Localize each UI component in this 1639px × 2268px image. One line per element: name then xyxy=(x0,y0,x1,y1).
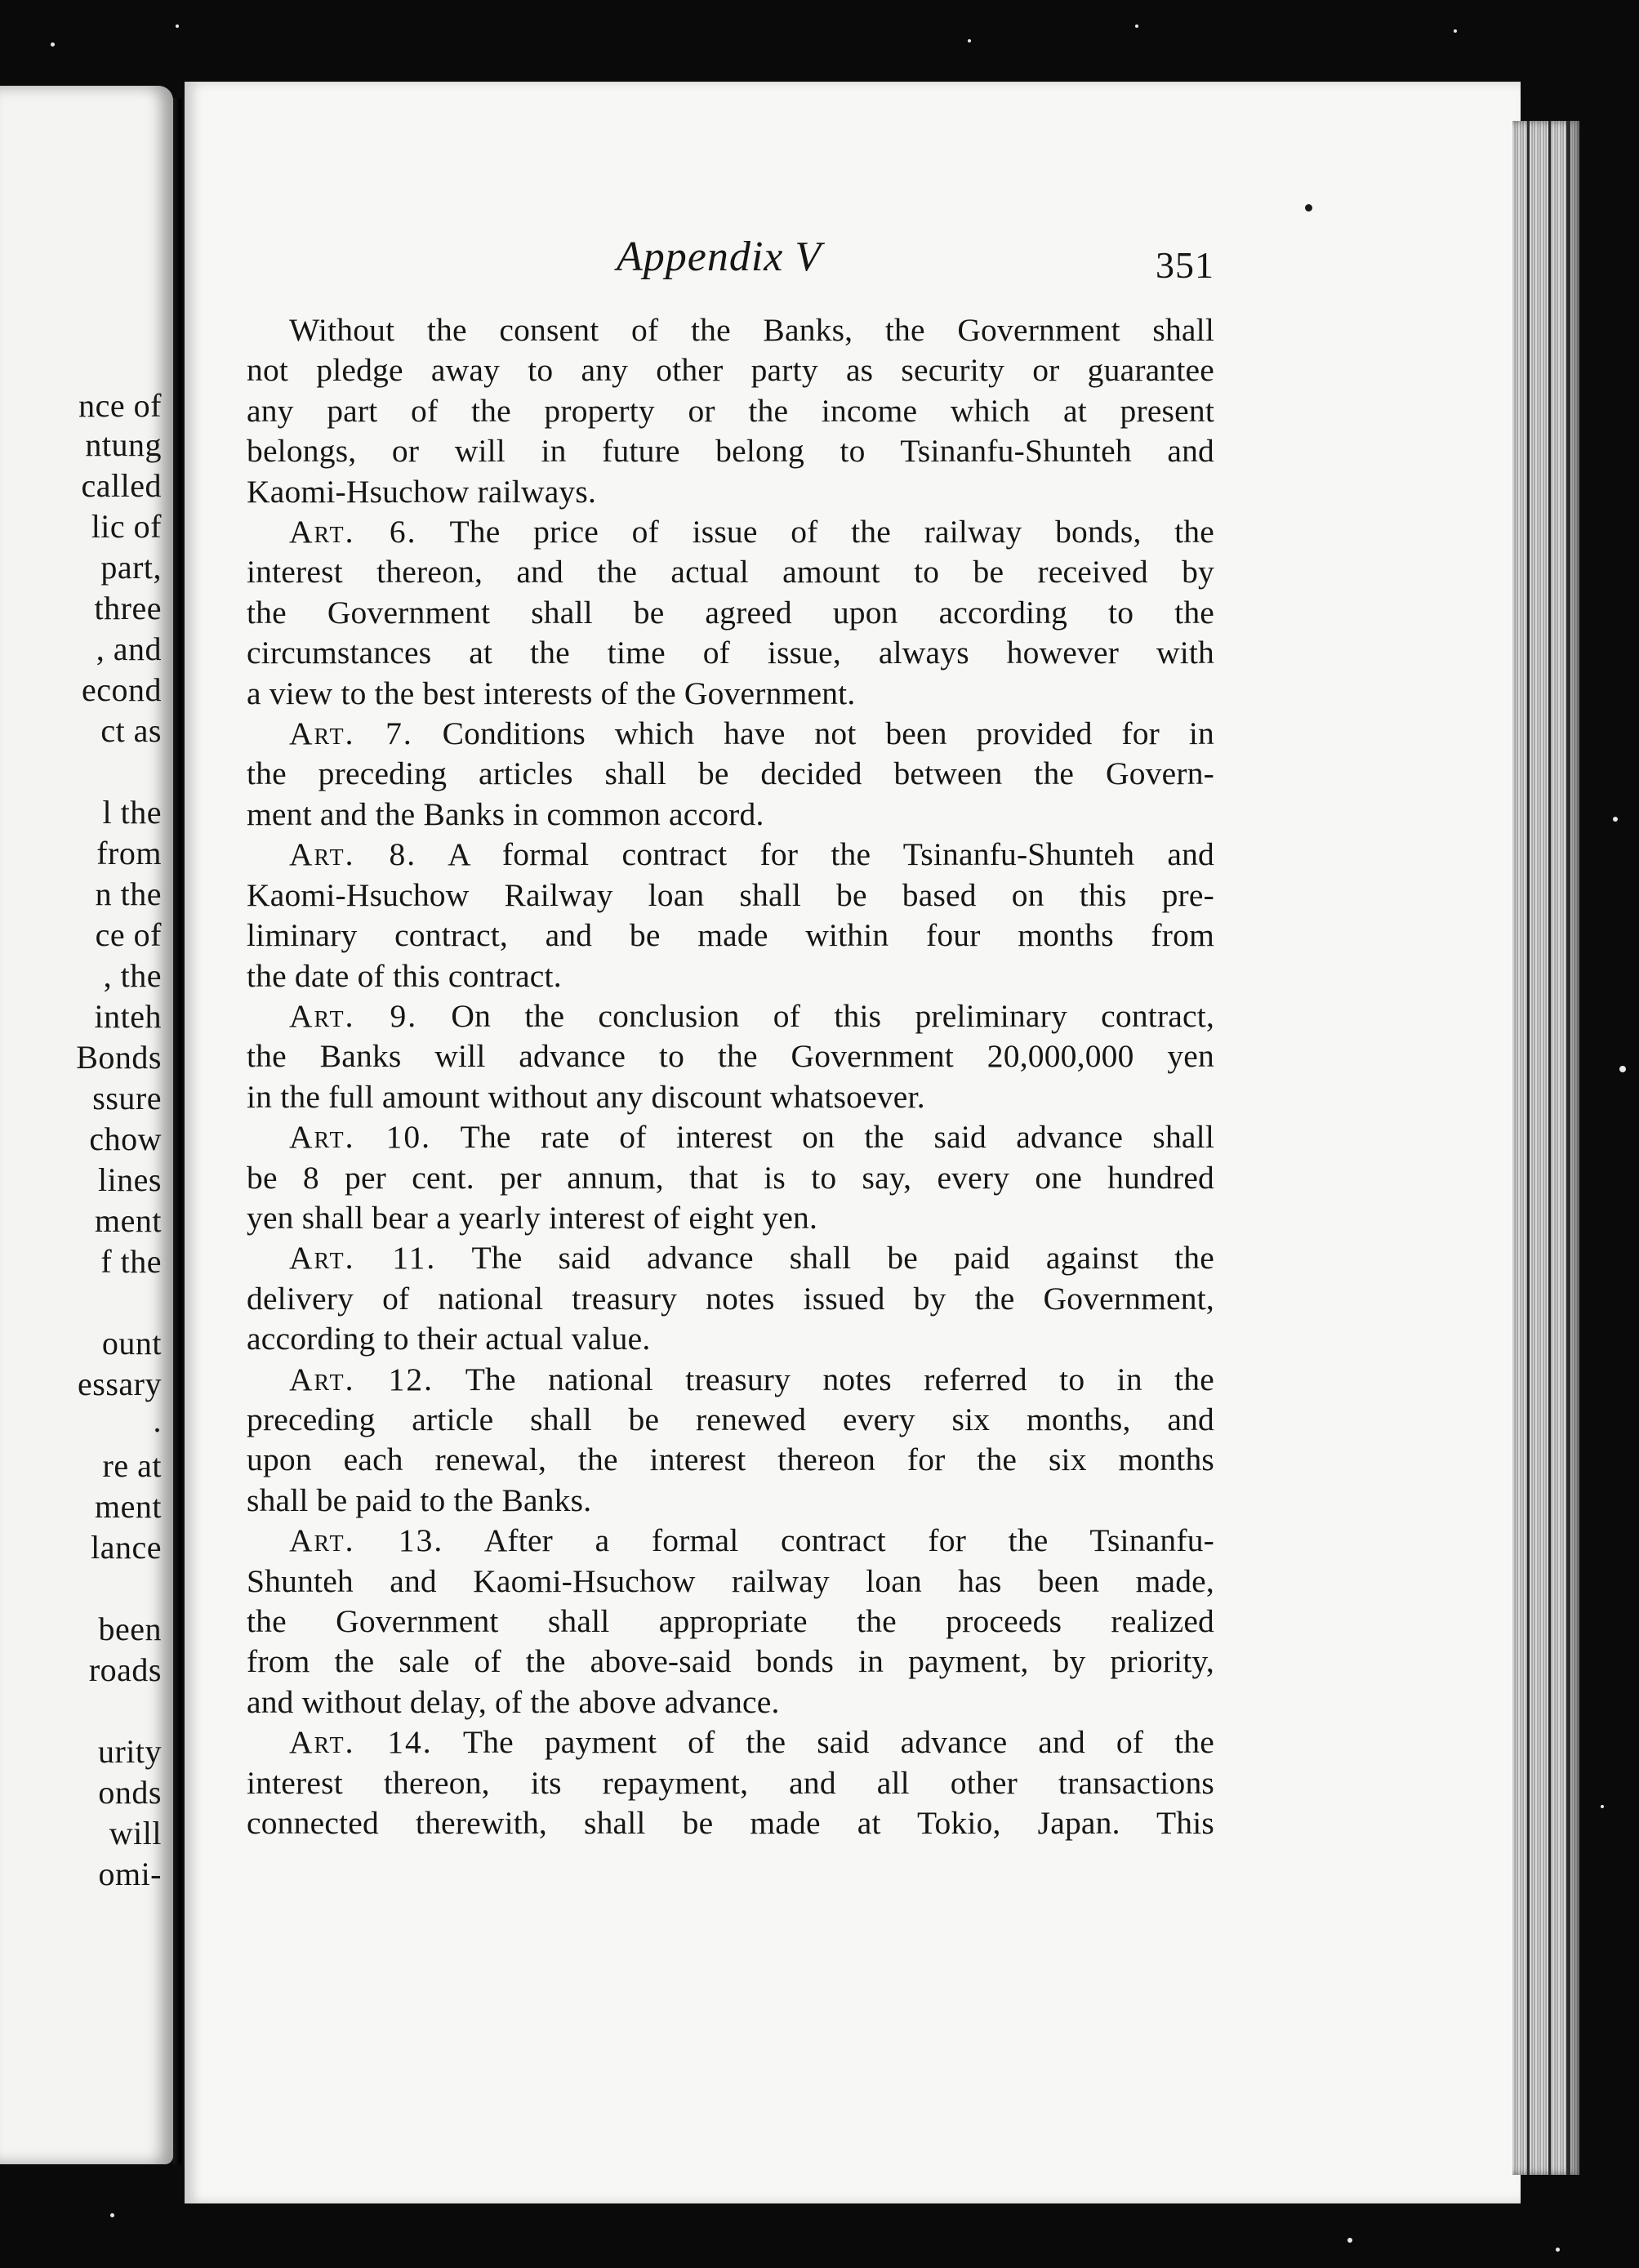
body-line xyxy=(247,1722,1214,1762)
facing-page-line: urity xyxy=(97,1733,162,1770)
body-line xyxy=(247,1036,1214,1076)
body-line xyxy=(247,1198,1214,1238)
scan-speck xyxy=(1619,1066,1626,1072)
body-line-text: and without delay, of the above advance. xyxy=(247,1683,780,1720)
body-line-text: not pledge away to any other party as security or guarantee xyxy=(247,352,1214,389)
ink-mark xyxy=(1305,204,1312,212)
article-label: Art. 14. xyxy=(289,1724,433,1761)
facing-page-line: econd xyxy=(81,671,162,708)
body-line-text: shall be paid to the Banks. xyxy=(247,1482,592,1518)
scan-speck xyxy=(968,39,971,42)
body-line-text: After a formal contract for the Tsinanfu- xyxy=(483,1522,1214,1559)
article-label: Art. 8. xyxy=(289,836,417,873)
facing-page-line: will xyxy=(109,1815,162,1851)
body-line-text: a view to the best interests of the Government. xyxy=(247,675,856,711)
page-body-text xyxy=(247,310,1214,1843)
article-label: Art. 13. xyxy=(289,1522,444,1559)
facing-page-line: called xyxy=(81,467,162,504)
scan-speck xyxy=(1454,29,1457,33)
body-line xyxy=(247,876,1214,916)
facing-page-line: ment xyxy=(95,1202,162,1239)
body-line xyxy=(247,1521,1214,1561)
body-line xyxy=(247,835,1214,875)
body-line-text: liminary contract, and be made within four months from xyxy=(247,917,1214,954)
body-line-text: the date of this contract. xyxy=(247,957,562,994)
body-line-text: Without the consent of the Banks, the Government shall xyxy=(289,312,1214,348)
page-edge-shadow xyxy=(1548,121,1551,2175)
page-edge-shadow xyxy=(1566,121,1570,2175)
body-line-text: connected therewith, shall be made at Tokio, Japan. This xyxy=(247,1805,1214,1842)
body-line-text: Shunteh and Kaomi-Hsuchow railway loan has been made, xyxy=(247,1562,1214,1599)
body-line xyxy=(247,1238,1214,1278)
scan-speck xyxy=(1135,25,1138,28)
facing-page-line: , the xyxy=(103,957,162,994)
article-label: Art. 9. xyxy=(289,997,418,1034)
facing-page-line: n the xyxy=(95,876,162,912)
facing-page-line: three xyxy=(94,590,162,626)
scan-speck xyxy=(1556,2248,1560,2252)
facing-page-line: part, xyxy=(100,549,162,586)
facing-page-line: onds xyxy=(98,1774,162,1811)
body-line-text: interest thereon, its repayment, and all other transactions xyxy=(247,1764,1214,1801)
facing-page-line: l the xyxy=(102,794,162,831)
body-line xyxy=(247,754,1214,794)
facing-page-line: lines xyxy=(97,1161,162,1198)
body-line xyxy=(247,714,1214,754)
body-line-text: belongs, or will in future belong to Tsinanfu-Shunteh and xyxy=(247,433,1214,470)
body-line xyxy=(247,1400,1214,1440)
facing-page-line: Bonds xyxy=(76,1039,162,1076)
body-line-text: from the sale of the above-said bonds in payment, by priority, xyxy=(247,1643,1214,1680)
body-line-text: ment and the Banks in common accord. xyxy=(247,795,764,832)
facing-page-line: lic of xyxy=(91,508,162,545)
facing-page-line: , and xyxy=(96,630,162,667)
scan-speck xyxy=(176,25,179,28)
body-line-text: upon each renewal, the interest thereon for the six months xyxy=(247,1441,1214,1478)
body-line-text: Kaomi-Hsuchow railways. xyxy=(247,473,597,510)
body-line-text: On the conclusion of this preliminary contract, xyxy=(451,997,1214,1034)
body-line xyxy=(247,1319,1214,1359)
facing-page-line: been xyxy=(98,1611,162,1647)
facing-page-line: re at xyxy=(102,1447,162,1484)
body-line xyxy=(247,1158,1214,1198)
body-line xyxy=(247,674,1214,714)
body-line xyxy=(247,1562,1214,1602)
body-line xyxy=(247,1077,1214,1117)
body-line xyxy=(247,552,1214,592)
page-number: 351 xyxy=(1156,244,1214,286)
body-line xyxy=(247,310,1214,350)
facing-page-line: omi- xyxy=(98,1856,162,1892)
book-gutter xyxy=(173,98,185,2164)
page-edge-stack xyxy=(1512,121,1579,2175)
facing-page-line: ntung xyxy=(85,426,162,463)
body-line xyxy=(247,350,1214,390)
body-line-text: preceding article shall be renewed every six months, and xyxy=(247,1401,1214,1437)
scan-speck xyxy=(1613,817,1618,822)
facing-page-line: ount xyxy=(101,1325,162,1361)
scan-speck xyxy=(110,2213,114,2217)
body-line xyxy=(247,472,1214,512)
body-line-text: The payment of the said advance and of the xyxy=(462,1724,1214,1761)
body-line-text: Kaomi-Hsuchow Railway loan shall be based on this pre- xyxy=(247,876,1214,913)
body-line xyxy=(247,593,1214,633)
body-line xyxy=(247,633,1214,673)
article-label: Art. 6. xyxy=(289,514,417,550)
body-line-text: yen shall bear a yearly interest of eight yen. xyxy=(247,1199,818,1236)
body-line xyxy=(247,996,1214,1036)
article-label: Art. 12. xyxy=(289,1361,434,1397)
body-line xyxy=(247,1803,1214,1843)
scan-speck xyxy=(51,42,55,47)
body-line-text: be 8 per cent. per annum, that is to say, every one hundred xyxy=(247,1159,1214,1196)
facing-page-line: from xyxy=(96,835,162,871)
facing-page-line: inteh xyxy=(94,998,162,1035)
body-line xyxy=(247,956,1214,996)
body-line xyxy=(247,1682,1214,1722)
body-line xyxy=(247,512,1214,552)
page-edge-shadow xyxy=(1527,121,1530,2175)
article-label: Art. 11. xyxy=(289,1240,437,1277)
body-line-text: interest thereon, and the actual amount to be received by xyxy=(247,554,1214,590)
facing-page-line: ment xyxy=(95,1488,162,1525)
body-line-text: any part of the property or the income which at present xyxy=(247,392,1214,429)
body-line-text: according to their actual value. xyxy=(247,1321,651,1357)
facing-page-left xyxy=(0,86,173,2164)
article-label: Art. 10. xyxy=(289,1119,432,1156)
body-line-text: The said advance shall be paid against the xyxy=(471,1240,1214,1277)
facing-page-line: f the xyxy=(100,1243,162,1280)
body-line-text: The price of issue of the railway bonds, the xyxy=(449,514,1214,550)
body-line xyxy=(247,1440,1214,1480)
body-line-text: Conditions which have not been provided for in xyxy=(442,715,1214,752)
body-line xyxy=(247,1642,1214,1682)
body-line-text: circumstances at the time of issue, always however with xyxy=(247,635,1214,671)
body-line-text: delivery of national treasury notes issued by the Government, xyxy=(247,1280,1214,1317)
body-line xyxy=(247,431,1214,471)
body-line-text: A formal contract for the Tsinanfu-Shunteh and xyxy=(448,836,1214,873)
body-line-text: in the full amount without any discount whatsoever. xyxy=(247,1078,925,1115)
facing-page-line: . xyxy=(153,1402,162,1439)
body-line-text: The rate of interest on the said advance shall xyxy=(460,1119,1214,1156)
facing-page-line: ct as xyxy=(100,712,162,749)
body-line-text: the preceding articles shall be decided between the Govern- xyxy=(247,755,1214,792)
body-line xyxy=(247,391,1214,431)
article-label: Art. 7. xyxy=(289,715,413,752)
body-line xyxy=(247,916,1214,956)
facing-page-line: ssure xyxy=(92,1080,162,1116)
body-line xyxy=(247,795,1214,835)
body-line xyxy=(247,1763,1214,1803)
body-line xyxy=(247,1602,1214,1642)
facing-page-line: roads xyxy=(88,1651,162,1688)
body-line-text: the Government shall appropriate the proceeds realized xyxy=(247,1603,1214,1639)
scan-speck xyxy=(1601,1805,1604,1808)
body-line-text: the Banks will advance to the Government 20,000,000 yen xyxy=(247,1038,1214,1075)
scan-speck xyxy=(1347,2238,1352,2243)
body-line-text: The national treasury notes referred to in the xyxy=(465,1361,1214,1397)
facing-page-line: nce of xyxy=(78,387,162,424)
body-line xyxy=(247,1117,1214,1157)
facing-page-line: essary xyxy=(78,1366,162,1402)
facing-page-line: ce of xyxy=(95,916,162,953)
running-head: Appendix V xyxy=(617,234,822,280)
body-line xyxy=(247,1481,1214,1521)
body-line xyxy=(247,1279,1214,1319)
facing-page-line: chow xyxy=(89,1121,162,1157)
body-line xyxy=(247,1360,1214,1400)
facing-page-line: lance xyxy=(91,1529,162,1566)
body-line-text: the Government shall be agreed upon according to the xyxy=(247,594,1214,630)
